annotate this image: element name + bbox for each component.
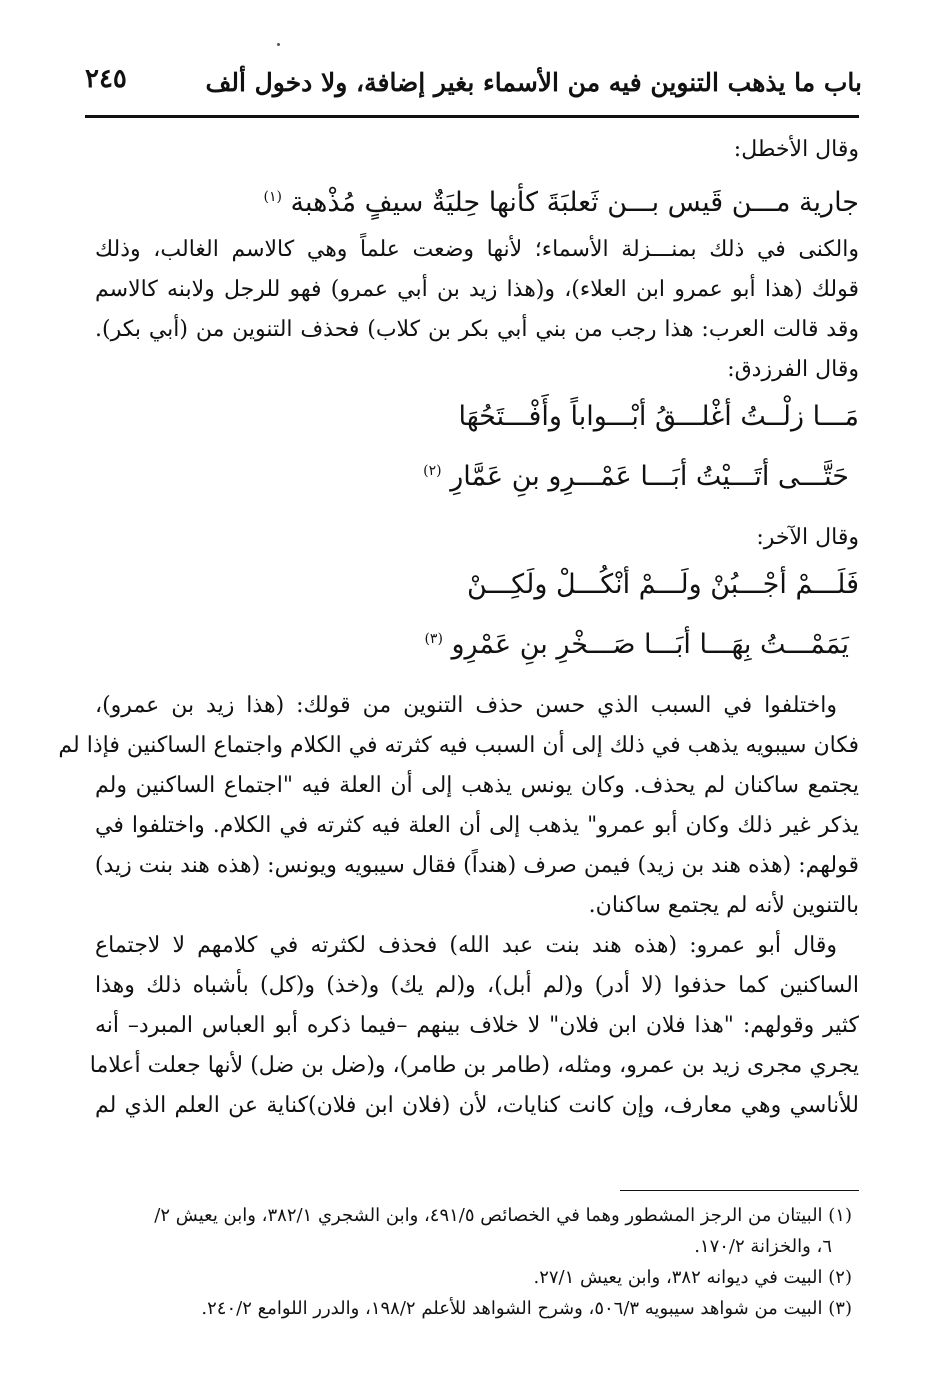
footnote: (٢) البيت في ديوانه ٣٨٢، وابن يعيش ٢٧/١.	[533, 1267, 852, 1288]
poem-verse	[95, 170, 859, 230]
footnote-continuation: ٦، والخزانة ١٧٠/٢.	[694, 1236, 832, 1257]
verse-text: جارية مـــن قَيس بـــن ثَعلبَةَ كأنها حِليَةٌ سيفٍ مُذْهبة	[290, 187, 859, 218]
verse-text: يَمَمْـــتُ بِهَـــا أبَـــا صَـــخْرِ بنِ عَمْرِو	[451, 629, 849, 660]
footnote-ref: (١)	[263, 189, 282, 205]
text-line: فكان سيبويه يذهب في ذلك إلى أن السبب فيه كثرته في الكلام واجتماع الساكنين فإذا لم	[58, 733, 859, 758]
text-line: قولهم: (هذه هند بن زيد) فيمن صرف (هنداً) فقال سيبويه ويونس: (هذه هند بنت زيد)	[94, 853, 859, 878]
text-line: للأناسي وهي معارف، وإن كانت كنايات، لأن (فلان ابن فلان)كناية عن العلم الذي لم	[95, 1093, 859, 1118]
text-line: وقد قالت العرب: هذا رجب من بني أبي بكر بن كلاب) فحذف التنوين من (أبي بكر).	[95, 317, 859, 342]
footnote-ref: (٣)	[424, 631, 443, 647]
text-line: واختلفوا في السبب الذي حسن حذف التنوين من قولك: (هذا زيد بن عمرو)،	[95, 693, 837, 718]
verse-intro: وقال الفرزدق:	[727, 357, 859, 382]
poem-verse: مَـــا زلْــتُ أغْلـــقُ أبْـــواباً وأَفْـــتَحُهَا	[458, 401, 859, 432]
text-line: الساكنين كما حذفوا (لا أدر) و(لم أبل)، و(لم يك) و(خذ) و(كل) بأشباه ذلك وهذا	[95, 973, 859, 998]
text-line: قولك (هذا أبو عمرو ابن العلاء)، و(هذا زيد بن أبي عمرو) فهو للرجل ولابنه كالاسم	[95, 277, 859, 302]
text-line: يجتمع ساكنان لم يحذف. وكان يونس يذهب إلى أن العلة فيه "اجتماع الساكنين ولم	[95, 773, 859, 798]
main-text	[58, 130, 859, 1126]
text-line: والكنى في ذلك بمنـــزلة الأسماء؛ لأنها وضعت علماً وهي كالاسم الغالب، وذلك	[95, 237, 859, 262]
poem-verse	[95, 444, 859, 504]
footnote: (٣) البيت من شواهد سيبويه ٥٠٦/٣، وشرح الشواهد للأعلم ١٩٨/٢، والدرر اللوامع ٢٤٠/٢.	[201, 1298, 852, 1319]
footnotes	[80, 1200, 852, 1324]
footnote-rule	[620, 1190, 859, 1191]
page-number: ٢٤٥	[85, 64, 127, 94]
header-rule	[85, 115, 859, 118]
running-title: باب ما يذهب التنوين فيه من الأسماء بغير إضافة، ولا دخول ألف	[205, 68, 862, 97]
page-header	[85, 60, 862, 104]
verse-text: حَتَّـــى أتَـــيْتُ أبَـــا عَمْـــرِو بنِ عَمَّارِ	[450, 461, 849, 492]
verse-intro: وقال الآخر:	[756, 525, 859, 550]
poem-verse	[95, 612, 859, 672]
text-line: كثير وقولهم: "هذا فلان ابن فلان" لا خلاف بينهم –فيما ذكره أبو العباس المبرد– أنه	[95, 1013, 859, 1038]
text-line: وقال أبو عمرو: (هذه هند بنت عبد الله) فحذف لكثرته في كلامهم لا لاجتماع	[95, 933, 837, 958]
text-line: بالتنوين لأنه لم يجتمع ساكنان.	[588, 893, 859, 918]
poem-verse: فَلَـــمْ أجْـــبُنْ ولَـــمْ أنْكُـــلْ ولَكِـــنْ	[466, 569, 859, 600]
footnote: (١) البيتان من الرجز المشطور وهما في الخصائص ٤٩١/٥، وابن الشجري ٣٨٢/١، وابن يعيش ٢/	[154, 1205, 852, 1226]
text-line: يذكر غير ذلك وكان أبو عمرو" يذهب إلى أن العلة فيه كثرته في الكلام. واختلفوا في	[95, 813, 859, 838]
text-line: يجري مجرى زيد بن عمرو، ومثله، (طامر بن طامر)، و(ضل بن ضل) لأنها جعلت أعلاما	[89, 1053, 859, 1078]
footnote-ref: (٢)	[423, 463, 442, 479]
verse-intro: وقال الأخطل:	[733, 137, 859, 162]
scan-speck	[277, 43, 280, 46]
